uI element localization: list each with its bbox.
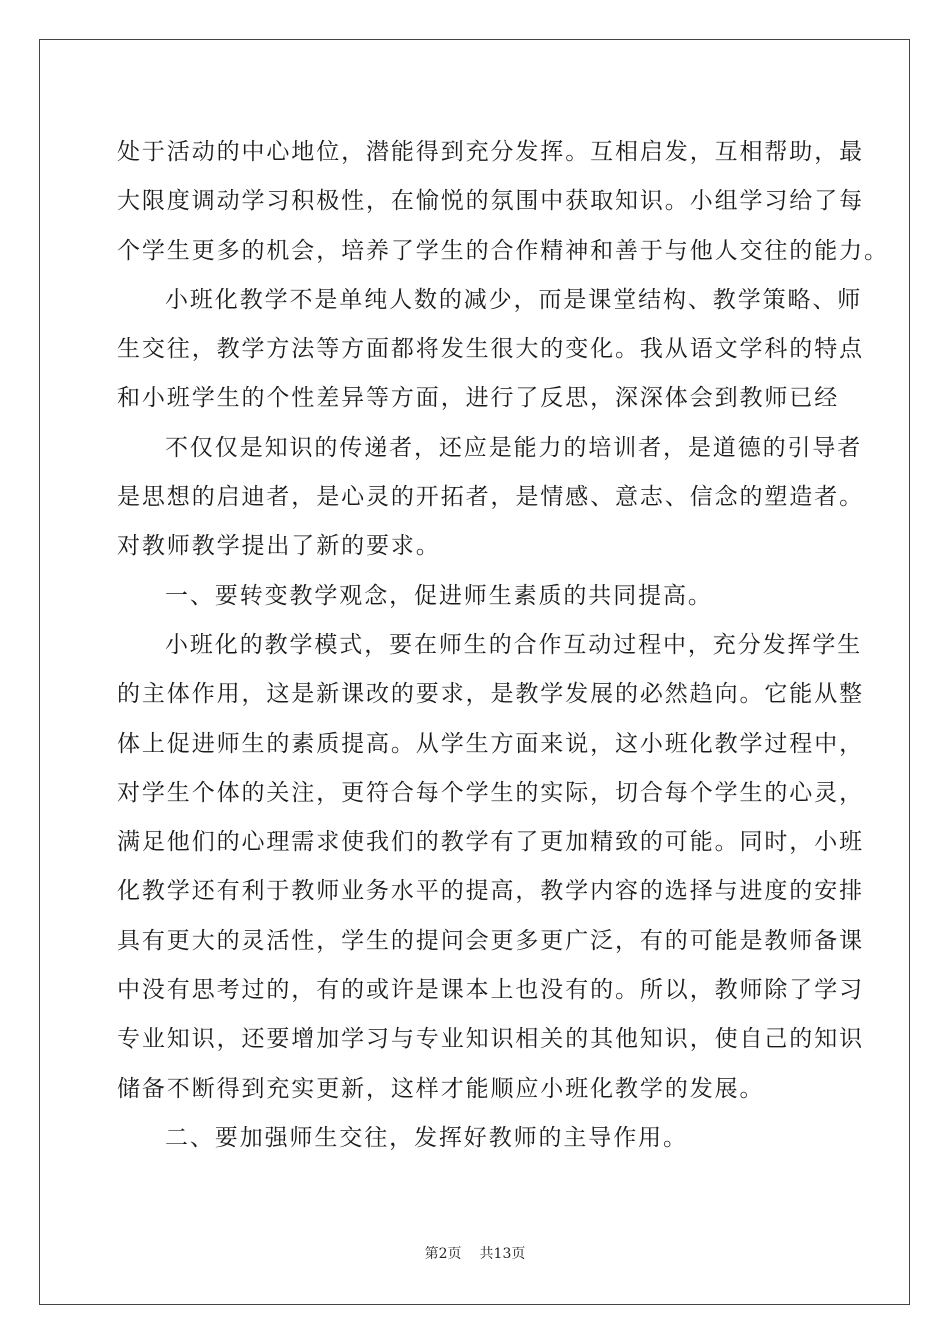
text-line: 大限度调动学习积极性，在愉悦的氛围中获取知识。小组学习给了每 <box>117 188 864 215</box>
text-line: 的主体作用，这是新课改的要求，是教学发展的必然趋向。它能从整 <box>117 681 864 708</box>
text-line: 个学生更多的机会，培养了学生的合作精神和善于与他人交往的能力。 <box>117 237 889 264</box>
text-line: 小班化的教学模式，要在师生的合作互动过程中，充分发挥学生 <box>165 631 863 658</box>
text-line: 是思想的启迪者，是心灵的开拓者，是情感、意志、信念的塑造者。 <box>117 484 864 511</box>
text-line: 体上促进师生的素质提高。从学生方面来说，这小班化教学过程中， <box>117 730 864 757</box>
text-line: 不仅仅是知识的传递者，还应是能力的培训者，是道德的引导者 <box>165 434 863 461</box>
text-line: 生交往，教学方法等方面都将发生很大的变化。我从语文学科的特点 <box>117 336 864 363</box>
text-line: 对教师教学提出了新的要求。 <box>117 533 441 560</box>
page-number-current: 第2页 <box>424 1246 462 1262</box>
document-body <box>117 128 889 1163</box>
text-line: 处于活动的中心地位，潜能得到充分发挥。互相启发，互相帮助，最 <box>117 139 864 165</box>
text-line: 具有更大的灵活性，学生的提问会更多更广泛，有的可能是教师备课 <box>117 927 864 954</box>
text-line: 专业知识，还要增加学习与专业知识相关的其他知识，使自己的知识 <box>117 1026 864 1053</box>
text-line: 满足他们的心理需求使我们的教学有了更加精致的可能。同时，小班 <box>117 829 864 856</box>
text-line: 储备不断得到充实更新，这样才能顺应小班化教学的发展。 <box>117 1075 765 1102</box>
text-line: 和小班学生的个性差异等方面，进行了反思，深深体会到教师已经 <box>117 385 840 412</box>
text-line: 中没有思考过的，有的或许是课本上也没有的。所以，教师除了学习 <box>117 977 864 1004</box>
text-line: 一、要转变教学观念，促进师生素质的共同提高。 <box>165 582 713 609</box>
text-line: 小班化教学不是单纯人数的减少，而是课堂结构、教学策略、师 <box>165 286 863 313</box>
page-number-total: 共13页 <box>479 1246 526 1262</box>
text-line: 对学生个体的关注，更符合每个学生的实际，切合每个学生的心灵， <box>117 779 864 806</box>
text-line: 化教学还有利于教师业务水平的提高，教学内容的选择与进度的安排 <box>117 878 864 905</box>
text-line: 二、要加强师生交往，发挥好教师的主导作用。 <box>165 1124 688 1151</box>
page-footer <box>0 1244 950 1264</box>
